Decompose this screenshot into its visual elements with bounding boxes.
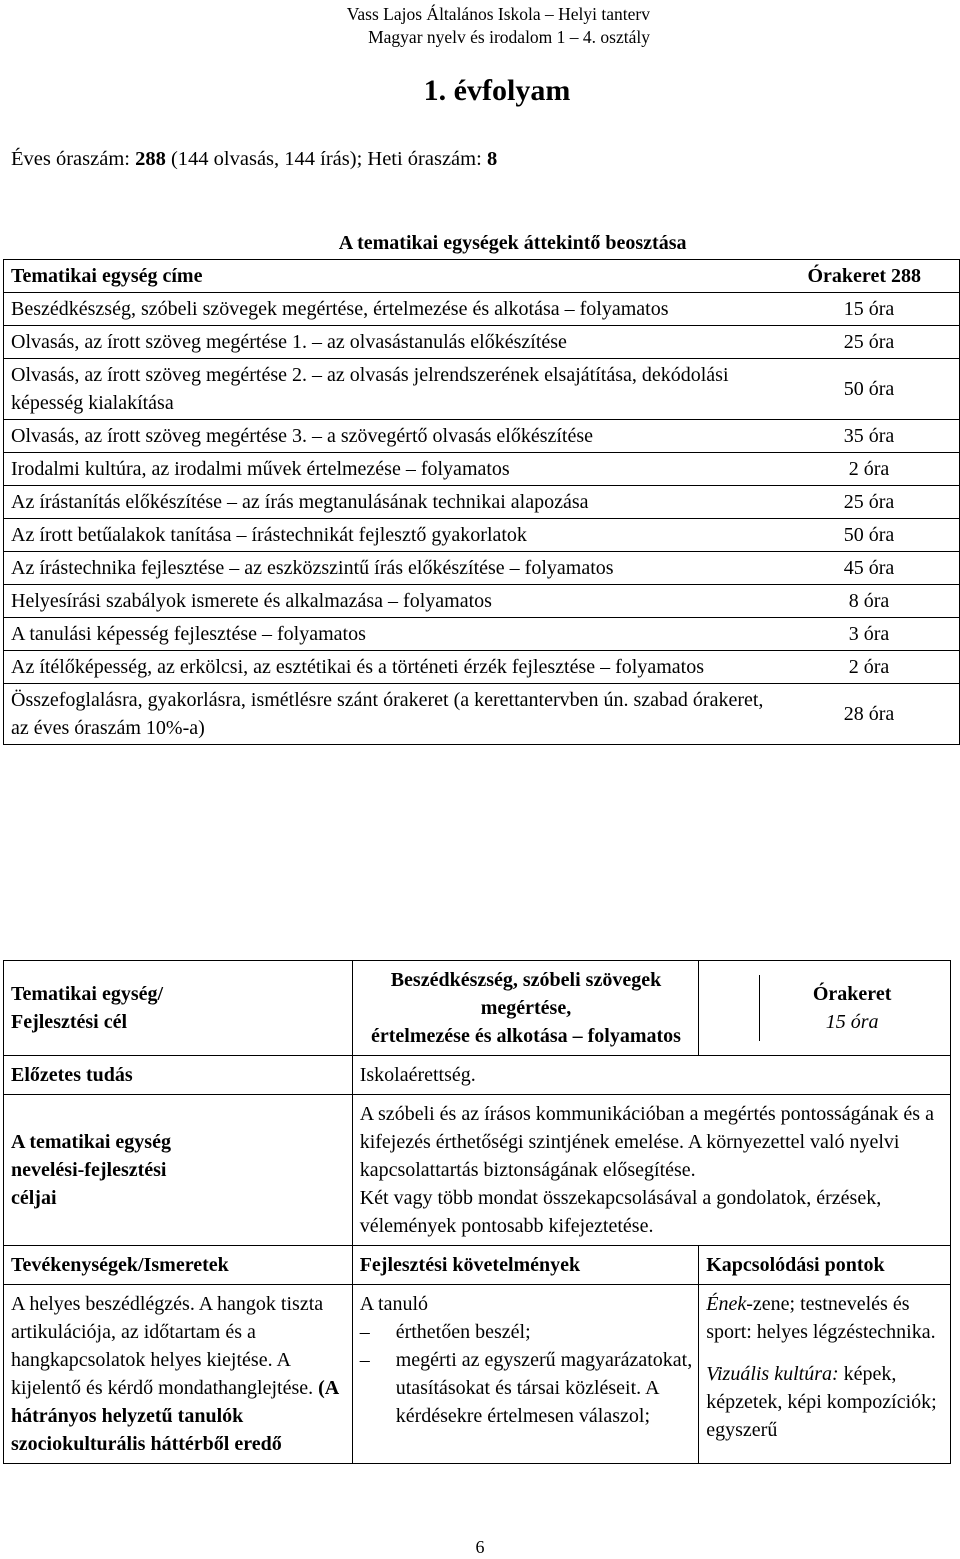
goals-label-cell: A tematikai egység nevelési-fejlesztési céljai xyxy=(4,1095,353,1246)
unit-title-cell: Olvasás, az írott szöveg megértése 3. – a szövegértő olvasás előkészítése xyxy=(4,420,779,453)
goals-paragraph-1: A szóbeli és az írásos kommunikációban a megértés pontosságának és a kifejezés érthetőségi szintjének emelése. A környezettel való nyelvi kapcsolattartás biztonságának elősegítése. xyxy=(359,1103,934,1181)
page-title xyxy=(0,74,960,108)
unit-title-cell: Az írott betűalakok tanítása – írástechnikát fejlesztő gyakorlatok xyxy=(4,519,779,552)
requirements-cell xyxy=(352,1285,699,1464)
activities-bold-text: (A hátrányos helyzetű tanulók szociokulturális háttérből eredő xyxy=(11,1377,339,1455)
unit-title-cell: Helyesírási szabályok ismerete és alkalmazása – folyamatos xyxy=(4,585,779,618)
overview-row xyxy=(4,420,960,453)
hours-number: 8 xyxy=(848,590,859,612)
hours-number: 2 xyxy=(848,656,859,678)
overview-table xyxy=(3,228,960,745)
overview-row xyxy=(4,585,960,618)
col-unit-title: Tematikai egység címe xyxy=(4,260,779,293)
overview-row xyxy=(4,359,960,420)
content-header-row xyxy=(4,1246,951,1285)
unit-hours-cell xyxy=(778,453,960,486)
connection-item: Vizuális kultúra: képek, képzetek, képi kompozíciók; egyszerű xyxy=(706,1363,937,1441)
hours-number: 50 xyxy=(843,378,864,400)
goals-value-cell xyxy=(352,1095,950,1246)
overview-row xyxy=(4,326,960,359)
requirements-intro: A tanuló xyxy=(359,1293,429,1315)
annual-total: 288 xyxy=(135,148,166,170)
overview-row xyxy=(4,618,960,651)
overview-header-row xyxy=(4,260,960,293)
hours-number: 25 xyxy=(843,491,864,513)
unit-title-cell: Az írástechnika fejlesztése – az eszközszintű írás előkészítése – folyamatos xyxy=(4,552,779,585)
hours-number: 2 xyxy=(848,458,859,480)
unit-title-cell: Az ítélőképesség, az erkölcsi, az esztétikai és a történeti érzék fejlesztése – folyamatos xyxy=(4,651,779,684)
overview-caption: A tematikai egységek áttekintő beosztása xyxy=(338,232,687,254)
running-header xyxy=(347,3,650,49)
activities-text: A helyes beszédlégzés. A hangok tiszta artikulációja, az időtartam és a hangkapcsolatok helyes kiejtése. A kijelentő és kérdő mondathanglejtése. xyxy=(11,1293,324,1399)
col-connections: Kapcsolódási pontok xyxy=(699,1246,951,1285)
hours-unit: óra xyxy=(858,656,890,678)
school-curriculum-line: Vass Lajos Általános Iskola – Helyi tanterv xyxy=(346,4,650,24)
weekly-total: 8 xyxy=(486,148,498,170)
unit-hours-cell xyxy=(778,486,960,519)
overview-row xyxy=(4,453,960,486)
overview-row xyxy=(4,486,960,519)
hours-unit: óra xyxy=(858,623,890,645)
overview-row xyxy=(4,651,960,684)
unit-hours-cell xyxy=(778,326,960,359)
hours-unit: óra xyxy=(863,298,895,320)
hours-unit: óra xyxy=(858,458,890,480)
overview-row xyxy=(4,552,960,585)
hours-number: 15 xyxy=(843,298,864,320)
goals-row xyxy=(4,1095,951,1246)
prior-knowledge-row xyxy=(4,1056,951,1095)
requirement-item: – megérti az egyszerű magyarázatokat, utasításokat és társai közléseit. A kérdésekre értelmesen válaszol; xyxy=(359,1349,693,1427)
hours-unit: óra xyxy=(863,425,895,447)
activities-cell xyxy=(4,1285,353,1464)
col-requirements: Fejlesztési követelmények xyxy=(352,1246,699,1285)
unit-hours-cell xyxy=(778,420,960,453)
goals-paragraph-2: Két vagy több mondat összekapcsolásával a gondolatok, érzések, vélemények pontosabb kifejeztetése. xyxy=(359,1187,882,1237)
unit-title-cell: Olvasás, az írott szöveg megértése 1. – az olvasástanulás előkészítése xyxy=(4,326,779,359)
connections-cell xyxy=(699,1285,951,1464)
page-number: 6 xyxy=(475,1537,485,1557)
annual-hours-line: Éves óraszám: 288 (144 olvasás, 144 írás); Heti óraszám: 8 xyxy=(11,148,498,170)
hours-number: 28 xyxy=(843,703,864,725)
unit-hours-cell xyxy=(778,519,960,552)
content-row xyxy=(4,1285,951,1464)
unit-title-cell: Az írástanítás előkészítése – az írás megtanulásának technikai alapozása xyxy=(4,486,779,519)
hours-unit: óra xyxy=(863,491,895,513)
unit-title-row xyxy=(4,961,951,1056)
hours-unit: óra xyxy=(863,378,895,400)
col-hours: Órakeret 288 xyxy=(778,260,960,293)
unit-hours-cell xyxy=(778,359,960,420)
hours-unit: óra xyxy=(858,590,890,612)
unit-name-cell: Beszédkészség, szóbeli szövegek megértése, értelmezése és alkotása – folyamatos xyxy=(352,961,699,1056)
overview-row xyxy=(4,519,960,552)
unit-table xyxy=(3,960,951,1464)
hours-number: 25 xyxy=(843,331,864,353)
hours-unit: óra xyxy=(863,524,895,546)
hours-number: 3 xyxy=(848,623,859,645)
unit-hours-cell xyxy=(778,552,960,585)
requirement-item: – érthetően beszél; xyxy=(359,1321,531,1343)
unit-title-cell: Olvasás, az írott szöveg megértése 2. – az olvasás jelrendszerének elsajátítása, dekódolási képesség kialakítása xyxy=(4,359,779,420)
unit-hours-cell xyxy=(778,585,960,618)
unit-hours-cell xyxy=(778,684,960,745)
subject-grades-line: Magyar nyelv és irodalom 1 – 4. osztály xyxy=(368,27,650,47)
hours-unit: óra xyxy=(863,703,895,725)
hours-number: 35 xyxy=(843,425,864,447)
hours-number: 50 xyxy=(843,524,864,546)
hours-number: 45 xyxy=(843,557,864,579)
prior-value-cell: Iskolaérettség. xyxy=(352,1056,950,1095)
hours-unit: óra xyxy=(863,331,895,353)
col-activities: Tevékenységek/Ismeretek xyxy=(4,1246,353,1285)
overview-rows xyxy=(4,293,960,745)
unit-title-cell: A tanulási képesség fejlesztése – folyamatos xyxy=(4,618,779,651)
hours-unit: óra xyxy=(863,557,895,579)
unit-hours-cell xyxy=(778,293,960,326)
connection-item: Ének-zene; testnevelés és sport: helyes légzéstechnika. xyxy=(706,1293,936,1343)
unit-hours-cell xyxy=(778,651,960,684)
unit-hours-cell: Órakeret 15 óra xyxy=(699,961,951,1056)
unit-label-cell: Tematikai egység/ Fejlesztési cél xyxy=(4,961,353,1056)
overview-row xyxy=(4,684,960,745)
prior-label-cell: Előzetes tudás xyxy=(4,1056,353,1095)
grade-heading: 1. évfolyam xyxy=(423,74,571,107)
unit-title-cell: Beszédkészség, szóbeli szövegek megértése, értelmezése és alkotása – folyamatos xyxy=(4,293,779,326)
overview-row xyxy=(4,293,960,326)
unit-hours-cell xyxy=(778,618,960,651)
unit-title-cell: Összefoglalásra, gyakorlásra, ismétlésre szánt órakeret (a kerettantervben ún. szabad órakeret, az éves óraszám 10%-a) xyxy=(4,684,779,745)
unit-title-cell: Irodalmi kultúra, az irodalmi művek értelmezése – folyamatos xyxy=(4,453,779,486)
